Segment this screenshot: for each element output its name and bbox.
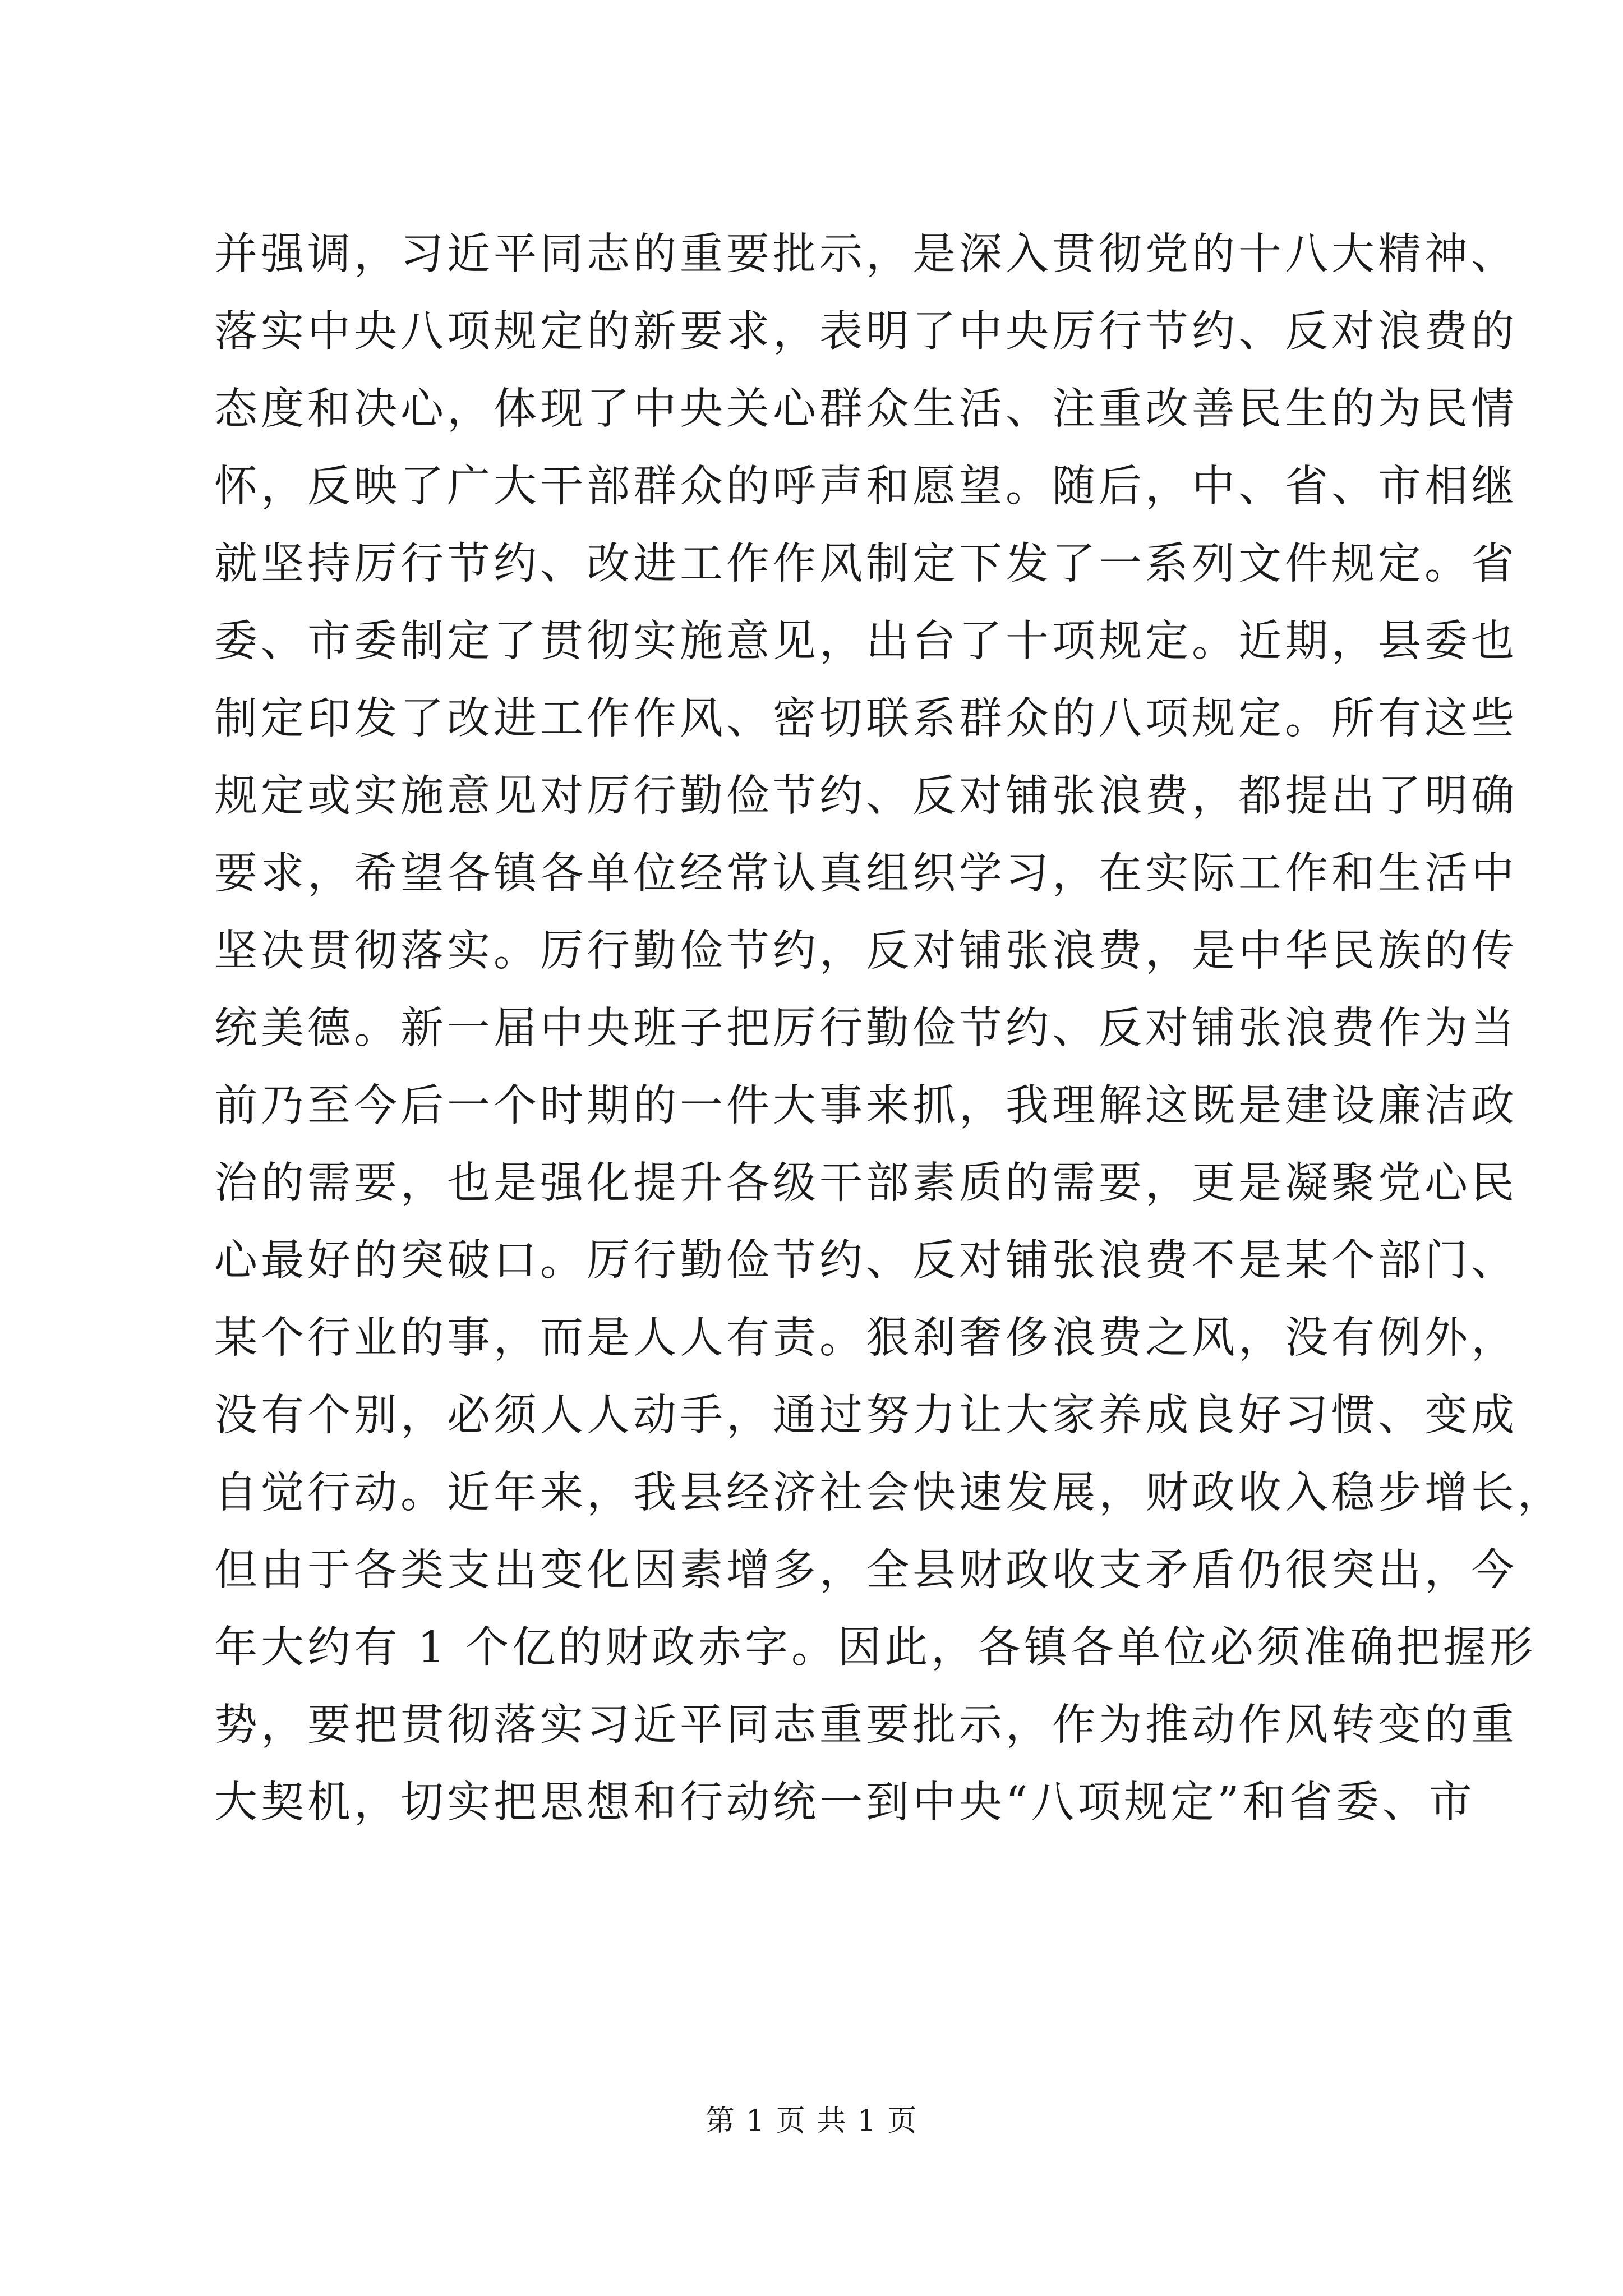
text-line: 某个行业的事，而是人人有责。狠刹奢侈浪费之风，没有例外， [214, 1313, 1518, 1363]
body-text [214, 216, 1564, 1842]
text-line: 但由于各类支出变化因素增多，全县财政收支矛盾仍很突出，今 [214, 1545, 1518, 1595]
text-line: 前乃至今后一个时期的一件大事来抓，我理解这既是建设廉洁政 [214, 1081, 1518, 1131]
page-footer: 第 1 页 共 1 页 [705, 2104, 918, 2138]
text-line: 委、市委制定了贯彻实施意见，出台了十项规定。近期，县委也 [214, 616, 1518, 666]
text-line: 就坚持厉行节约、改进工作作风制定下发了一系列文件规定。省 [214, 539, 1518, 589]
text-line: 自觉行动。近年来，我县经济社会快速发展，财政收入稳步增长， [214, 1468, 1564, 1518]
text-line: 态度和决心，体现了中央关心群众生活、注重改善民生的为民情 [214, 384, 1518, 434]
text-line: 制定印发了改进工作作风、密切联系群众的八项规定。所有这些 [214, 694, 1518, 744]
text-line: 大契机，切实把思想和行动统一到中央“八项规定”和省委、市 [214, 1778, 1476, 1828]
text-line: 心最好的突破口。厉行勤俭节约、反对铺张浪费不是某个部门、 [214, 1236, 1518, 1286]
text-line: 落实中央八项规定的新要求，表明了中央厉行节约、反对浪费的 [214, 307, 1518, 357]
text-line: 年大约有 1 个亿的财政赤字。因此，各镇各单位必须准确把握形 [214, 1623, 1536, 1673]
text-line: 没有个别，必须人人动手，通过努力让大家养成良好习惯、变成 [214, 1391, 1518, 1441]
text-line: 坚决贯彻落实。厉行勤俭节约，反对铺张浪费，是中华民族的传 [214, 926, 1518, 976]
text-line: 统美德。新一届中央班子把厉行勤俭节约、反对铺张浪费作为当 [214, 1004, 1518, 1053]
text-line: 怀，反映了广大干部群众的呼声和愿望。随后，中、省、市相继 [214, 462, 1518, 512]
text-line: 势，要把贯彻落实习近平同志重要批示，作为推动作风转变的重 [214, 1700, 1518, 1750]
text-line: 治的需要，也是强化提升各级干部素质的需要，更是凝聚党心民 [214, 1158, 1518, 1208]
text-line: 规定或实施意见对厉行勤俭节约、反对铺张浪费，都提出了明确 [214, 771, 1518, 821]
text-line: 要求，希望各镇各单位经常认真组织学习，在实际工作和生活中 [214, 849, 1518, 899]
text-line: 并强调，习近平同志的重要批示，是深入贯彻党的十八大精神、 [214, 229, 1518, 279]
